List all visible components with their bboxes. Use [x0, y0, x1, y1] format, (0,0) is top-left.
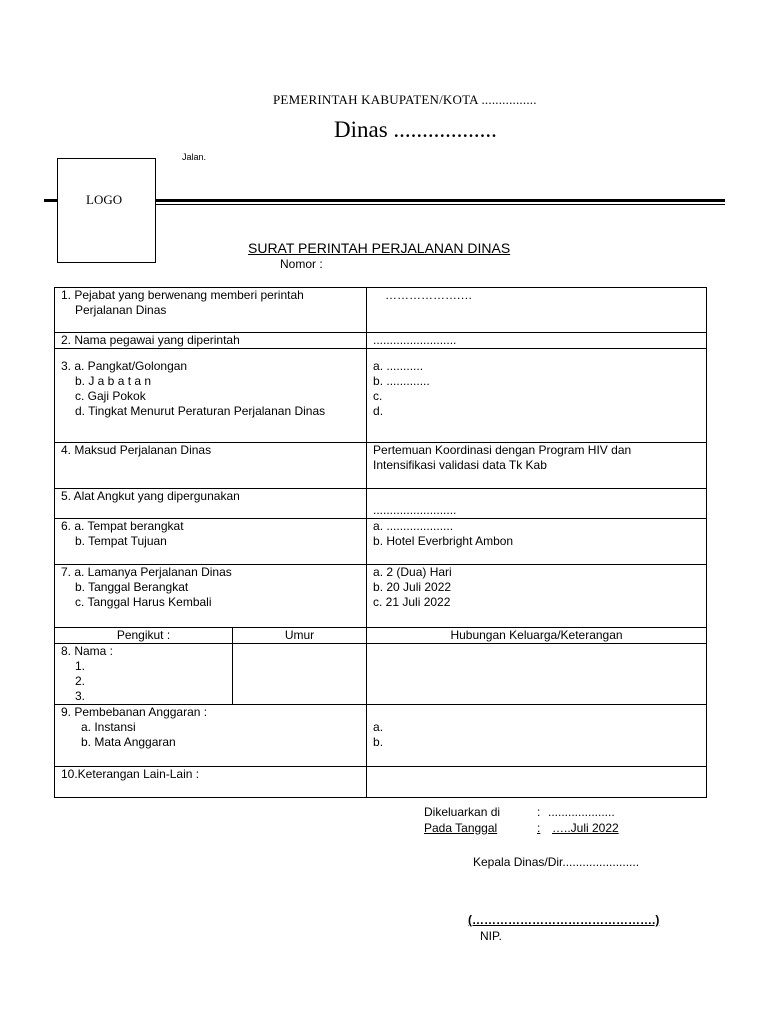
row3-label-b: b. J a b a t a n [75, 374, 152, 388]
row2-value: ......................... [367, 333, 707, 349]
row3-label-c: c. Gaji Pokok [75, 389, 146, 403]
row9-value-a: a. [373, 720, 384, 734]
row4-value-line2: Intensifikasi validasi data Tk Kab [373, 458, 547, 472]
form-row-1 [55, 288, 707, 333]
row7-value-c: c. 21 Juli 2022 [373, 595, 451, 609]
row1-value-cell [367, 288, 707, 333]
row3-label [55, 349, 367, 443]
row3-value [367, 349, 707, 443]
row4-value [367, 443, 707, 489]
row6-label-a: 6. a. Tempat berangkat [61, 519, 184, 533]
agency-name: Dinas .................. [334, 117, 497, 142]
address-line: Jalan. [182, 152, 207, 162]
row3-value-a: a. ........... [373, 359, 424, 373]
issue-date-label: Pada Tanggal [424, 821, 498, 835]
form-row-3 [55, 349, 707, 443]
pengikut-header: Pengikut : [55, 628, 233, 644]
logo-placeholder-box [57, 158, 156, 263]
signatory-name-line: (……………………………………….) [468, 913, 660, 927]
form-row-5 [55, 489, 707, 519]
row9-label-b: b. Mata Anggaran [81, 735, 176, 749]
header-rule-thin [155, 204, 725, 205]
government-heading: PEMERINTAH KABUPATEN/KOTA ................ [273, 92, 537, 107]
row6-value-b: b. Hotel Everbright Ambon [373, 534, 514, 548]
row8-label: 8. Nama : [61, 644, 114, 658]
issued-at-label: Dikeluarkan di [424, 805, 501, 819]
form-row-8-header [55, 628, 707, 644]
row7-label [55, 565, 367, 628]
row5-label: 5. Alat Angkut yang dipergunakan [55, 489, 367, 519]
header-rule-left [44, 199, 57, 202]
row1-value: ……………….… [385, 288, 473, 302]
row7-value [367, 565, 707, 628]
umur-header: Umur [233, 628, 367, 644]
row6-label [55, 519, 367, 565]
row1-label-line1: 1. Pejabat yang berwenang memberi perintah [61, 288, 304, 302]
row9-label [55, 705, 367, 767]
row10-value-cell [367, 767, 707, 798]
row3-value-d: d. [373, 404, 384, 418]
row8-relation-cell [367, 644, 707, 705]
row7-label-c: c. Tanggal Harus Kembali [75, 595, 212, 609]
nip-label: NIP. [480, 929, 502, 943]
row8-age-cell [233, 644, 367, 705]
row7-label-a: 7. a. Lamanya Perjalanan Dinas [61, 565, 232, 579]
row8-item-3: 3. [75, 689, 86, 703]
document-title: SURAT PERINTAH PERJALANAN DINAS [248, 240, 511, 256]
form-row-6 [55, 519, 707, 565]
row8-item-1: 1. [75, 659, 86, 673]
form-row-7 [55, 565, 707, 628]
head-of-agency-label: Kepala Dinas/Dir....................... [473, 855, 640, 869]
row9-label-a: a. Instansi [81, 720, 136, 734]
row7-value-a: a. 2 (Dua) Hari [373, 565, 452, 579]
form-row-2 [55, 333, 707, 349]
logo-label: LOGO [86, 192, 123, 207]
hubungan-header: Hubungan Keluarga/Keterangan [367, 628, 707, 644]
form-row-9 [55, 705, 707, 767]
row9-label-main: 9. Pembebanan Anggaran : [61, 705, 208, 719]
row6-label-b: b. Tempat Tujuan [75, 534, 167, 548]
row4-label: 4. Maksud Perjalanan Dinas [55, 443, 367, 489]
row7-value-b: b. 20 Juli 2022 [373, 580, 452, 594]
form-row-4 [55, 443, 707, 489]
issue-date-separator: : [537, 821, 541, 835]
row3-label-a: 3. a. Pangkat/Golongan [61, 359, 188, 373]
form-row-8 [55, 644, 707, 705]
row3-label-d: d. Tingkat Menurut Peraturan Perjalanan Dinas [75, 404, 326, 418]
row4-value-line1: Pertemuan Koordinasi dengan Program HIV dan [373, 443, 632, 457]
row8-item-2: 2. [75, 674, 86, 688]
row5-value: ......................... [367, 489, 707, 519]
row6-value-a: a. .................... [373, 519, 454, 533]
header-rule-thick [155, 199, 725, 202]
form-row-10 [55, 767, 707, 798]
row3-value-c: c. [373, 389, 383, 403]
row1-label [55, 288, 367, 333]
row2-label: 2. Nama pegawai yang diperintah [55, 333, 367, 349]
row10-label: 10.Keterangan Lain-Lain : [55, 767, 367, 798]
row1-label-line2: Perjalanan Dinas [75, 303, 167, 317]
row8-names [55, 644, 233, 705]
row6-value [367, 519, 707, 565]
row3-value-b: b. ............. [373, 374, 430, 388]
row7-label-b: b. Tanggal Berangkat [75, 580, 189, 594]
document-number-label: Nomor : [280, 257, 323, 271]
row9-value-b: b. [373, 735, 384, 749]
travel-order-form [54, 287, 707, 798]
issued-at-separator: : [537, 805, 541, 819]
issued-at-value: .................... [548, 805, 615, 819]
issue-date-value: …..Juli 2022 [552, 821, 619, 835]
row9-value [367, 705, 707, 767]
